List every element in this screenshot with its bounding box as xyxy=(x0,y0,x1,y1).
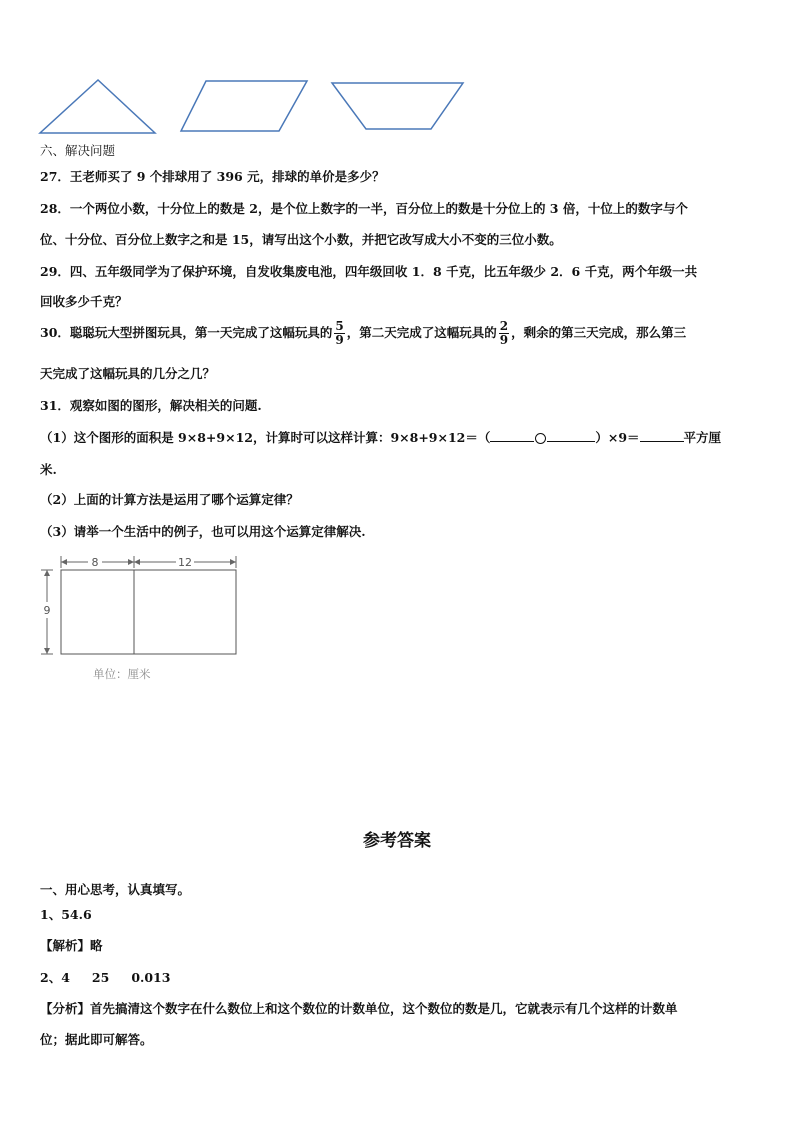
q30-text-part1: 30．聪聪玩大型拼图玩具，第一天完成了这幅玩具的 xyxy=(40,325,333,340)
question-31-sub1-line2: 米. xyxy=(40,462,57,477)
q30-frac1-numerator: 5 xyxy=(335,319,344,333)
question-31-sub1 xyxy=(40,428,721,446)
q30-fraction-1 xyxy=(334,320,344,347)
answer-1-analysis xyxy=(40,936,103,954)
answer-1: 1、54.6 xyxy=(40,907,92,922)
question-31-sub2: （2）上面的计算方法是运用了哪个运算定律？ xyxy=(40,492,299,507)
q31-blank-3[interactable] xyxy=(640,429,684,442)
trapezoid-shape xyxy=(332,83,463,129)
question-29-line1: 29．四、五年级同学为了保护环境，自发收集废电池，四年级回收 1．8 千克，比五年级少 2．6 千克，两个年级一共 xyxy=(40,264,698,279)
triangle-shape xyxy=(40,80,155,133)
shapes-figure xyxy=(0,0,794,140)
right-rectangle xyxy=(134,570,236,654)
question-27: 27．王老师买了 9 个排球用了 396 元，排球的单价是多少？ xyxy=(40,169,385,184)
question-28-line1: 28．一个两位小数，十分位上的数是 2，是个位上数字的一半，百分位上的数是十分位上的 3 倍，十位上的数字与个 xyxy=(40,201,688,216)
question-30-line2: 天完成了这幅玩具的几分之几？ xyxy=(40,366,216,381)
figure-unit-caption: 单位：厘米 xyxy=(93,667,151,681)
answers-title: 参考答案 xyxy=(363,831,431,851)
answer-2-v3: 0.013 xyxy=(131,970,171,985)
q30-text-part3: ，剩余的第三天完成，那么第三 xyxy=(511,325,687,340)
answers-section1: 一、用心思考，认真填写。 xyxy=(40,882,191,897)
q30-frac2-denominator: 9 xyxy=(499,333,509,347)
dim-top-right-label: 12 xyxy=(178,556,192,569)
q31-operator-circle[interactable] xyxy=(535,433,546,444)
q31-sub1-text-a: （1）这个图形的面积是 9×8+9×12，计算时可以这样计算：9×8+9×12＝（ xyxy=(40,430,491,445)
analysis-label-2: 【分析】 xyxy=(40,1001,91,1016)
parallelogram-shape xyxy=(181,81,307,131)
q30-text-part2: ，第二天完成了这幅玩具的 xyxy=(346,325,497,340)
answer-2-num: 2、4 xyxy=(40,970,70,985)
analysis-text-2: 首先搞清这个数字在什么数位上和这个数位的计数单位，这个数位的数是几，它就表示有几个这样的计数单 xyxy=(90,1001,678,1016)
q30-frac1-denominator: 9 xyxy=(335,333,344,347)
answer-2-analysis-line1 xyxy=(40,999,678,1017)
question-31-sub3: （3）请举一个生活中的例子，也可以用这个运算定律解决. xyxy=(40,524,366,539)
analysis-label-1: 【解析】 xyxy=(40,938,91,953)
q30-fraction-2 xyxy=(499,320,509,347)
answer-2-analysis-line2: 位；据此即可解答。 xyxy=(40,1032,153,1047)
dim-top-left-label: 8 xyxy=(91,556,99,569)
q31-blank-2[interactable] xyxy=(547,429,595,442)
left-rectangle xyxy=(61,570,134,654)
answer-2 xyxy=(40,968,170,986)
q31-blank-1[interactable] xyxy=(490,429,534,442)
question-31-intro: 31．观察如图的图形，解决相关的问题. xyxy=(40,398,262,413)
question-28-line2: 位、十分位、百分位上数字之和是 15，请写出这个小数，并把它改写成大小不变的三位小数。 xyxy=(40,232,562,247)
question-29-line2: 回收多少千克？ xyxy=(40,294,128,309)
answer-2-v2: 25 xyxy=(91,970,110,985)
q30-frac2-numerator: 2 xyxy=(499,319,509,333)
question-30-line1 xyxy=(40,320,686,347)
q31-sub1-text-c: 平方厘 xyxy=(683,430,722,445)
section6-heading: 六、解决问题 xyxy=(40,143,116,158)
q31-sub1-text-b: ）×9＝ xyxy=(595,430,640,445)
analysis-text-1: 略 xyxy=(90,938,103,953)
dim-side-label: 9 xyxy=(43,604,51,617)
